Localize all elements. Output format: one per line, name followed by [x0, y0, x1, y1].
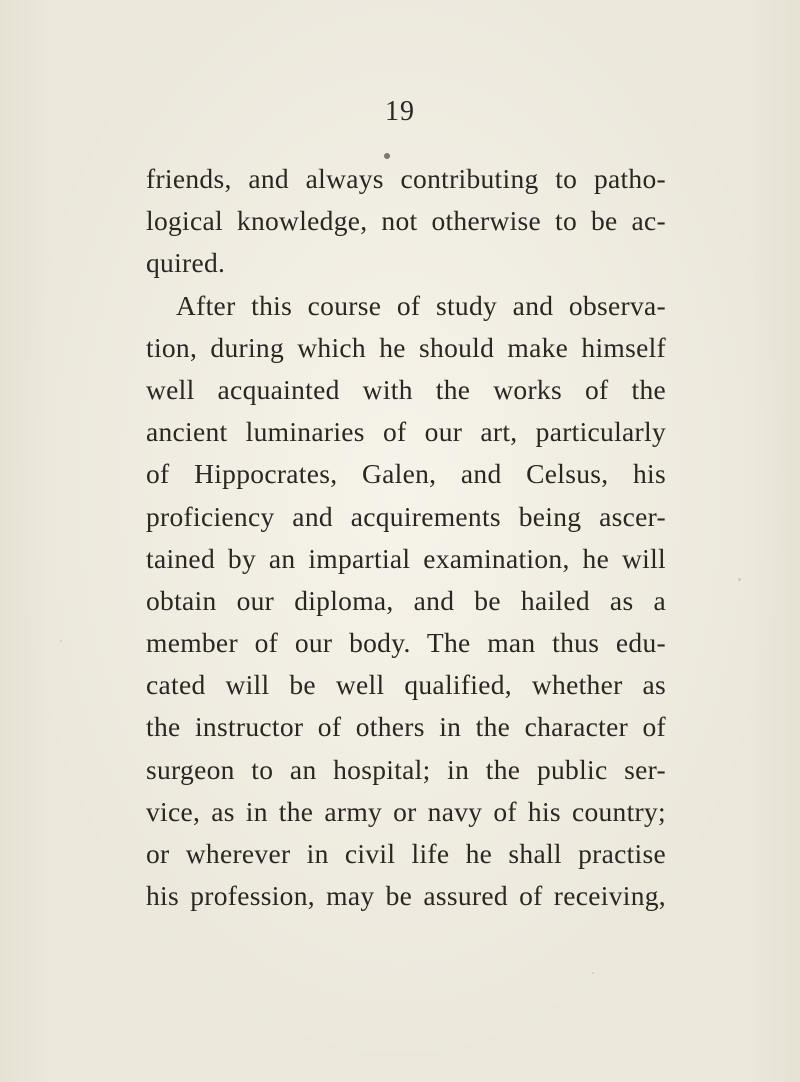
text-line: tion, during which he should make himself	[146, 331, 666, 363]
text-line: logical knowledge, not otherwise to be ac-	[146, 205, 666, 237]
page-body-text	[146, 158, 666, 917]
text-line: or wherever in civil life he shall practise	[146, 838, 666, 869]
text-line: member of our body. The man thus edu-	[146, 627, 666, 659]
text-line: proficiency and acquirements being ascer-	[146, 500, 666, 532]
text-line: friends, and always contributing to patho-	[146, 163, 666, 194]
text-line: his profession, may be assured of receiving,	[146, 880, 666, 912]
text-line: obtain our diploma, and be hailed as a	[146, 584, 666, 616]
text-line: of Hippocrates, Galen, and Celsus, his	[146, 458, 666, 490]
text-line: ancient luminaries of our art, particularly	[146, 416, 666, 448]
page-number: 19	[385, 96, 415, 127]
paper-speck	[592, 972, 594, 974]
text-line: After this course of study and observa-	[176, 289, 666, 321]
text-line: surgeon to an hospital; in the public ser-	[146, 753, 666, 785]
text-line: quired.	[146, 247, 226, 279]
paper-speck	[738, 578, 741, 581]
text-line: cated will be well qualified, whether as	[146, 669, 666, 701]
text-line: the instructor of others in the character of	[146, 711, 666, 743]
text-line: tained by an impartial examination, he will	[146, 542, 666, 574]
text-line: vice, as in the army or navy of his country;	[146, 795, 666, 827]
paper-speck	[60, 640, 62, 642]
text-line: well acquainted with the works of the	[146, 373, 666, 405]
